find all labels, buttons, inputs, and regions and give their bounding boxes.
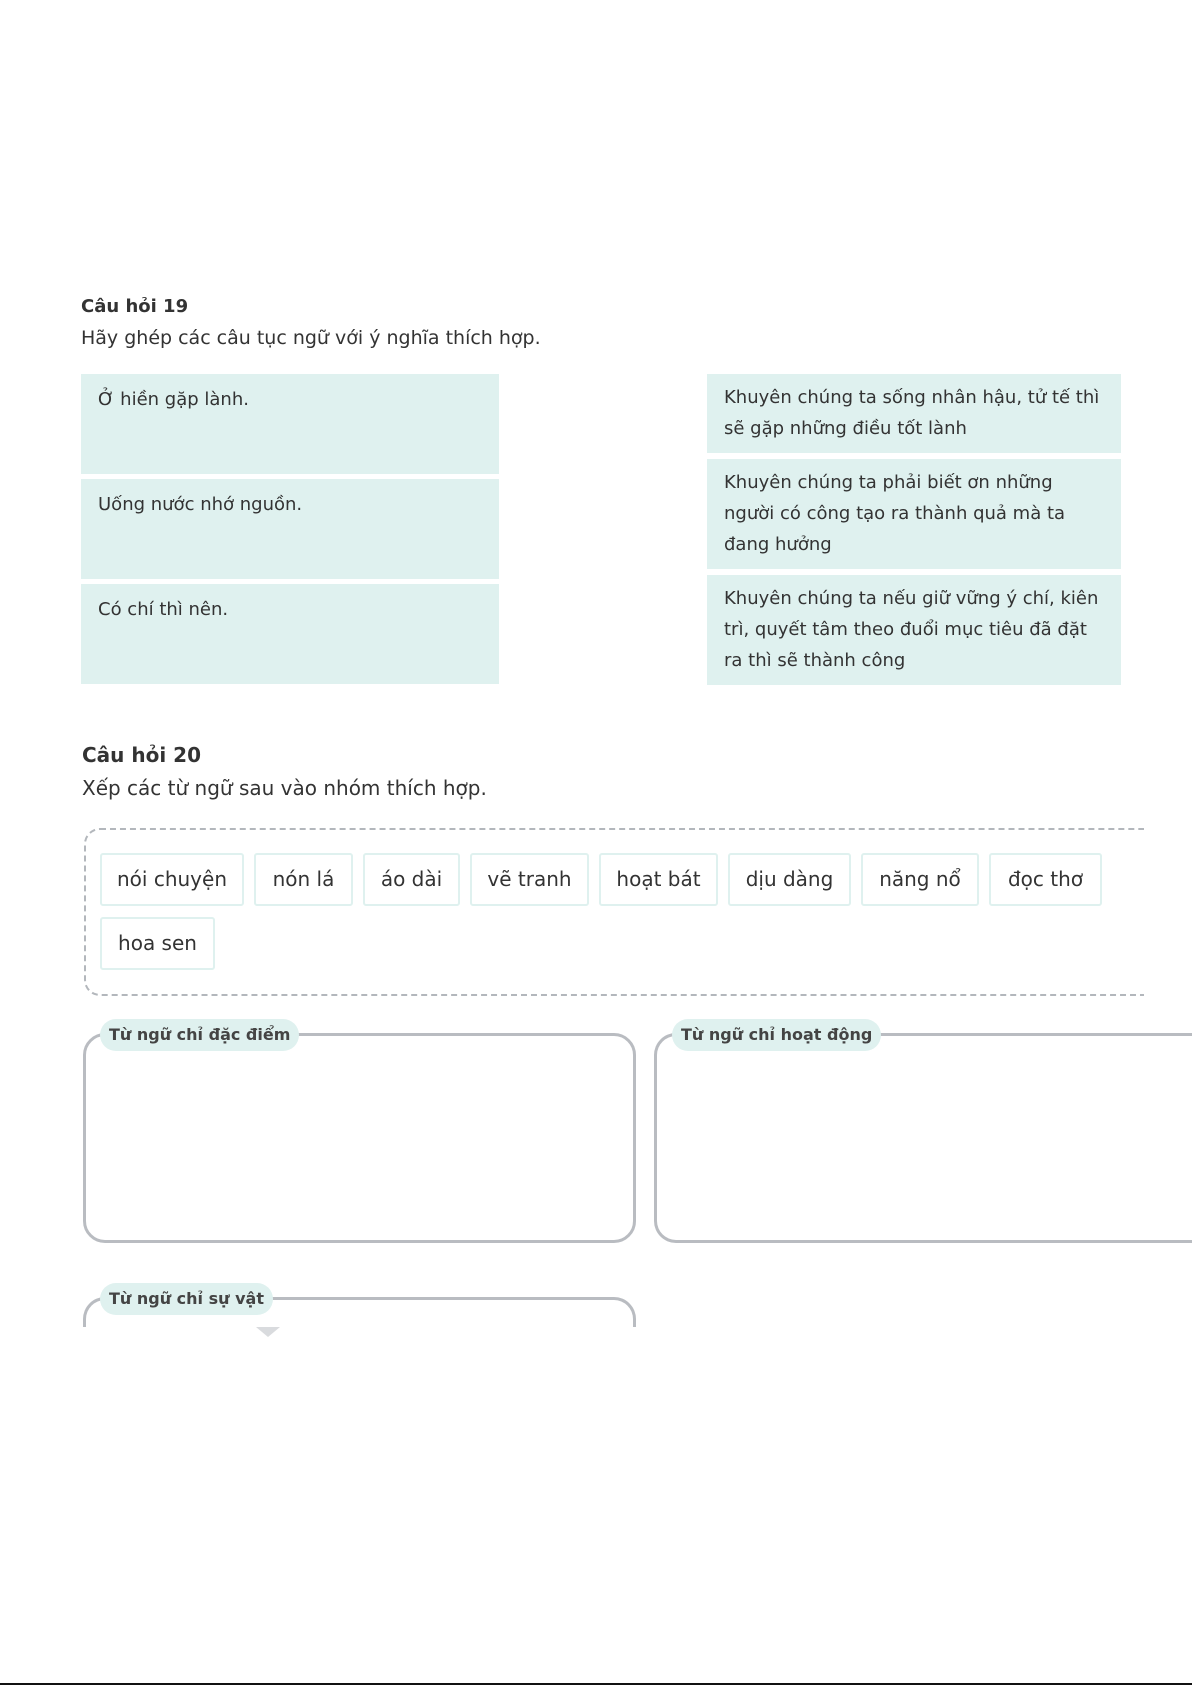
question-20-prompt: Xếp các từ ngữ sau vào nhóm thích hợp. — [82, 776, 487, 800]
scroll-caret-icon — [256, 1327, 280, 1337]
word-chip-ve-tranh[interactable]: vẽ tranh — [470, 853, 589, 906]
group-box-activities[interactable] — [654, 1033, 1192, 1243]
meaning-card-2[interactable]: Khuyên chúng ta phải biết ơn những người có công tạo ra thành quả mà ta đang hưởng — [707, 459, 1121, 569]
word-chip-hoa-sen[interactable]: hoa sen — [100, 917, 215, 970]
group-label-activities: Từ ngữ chỉ hoạt động — [672, 1019, 881, 1051]
group-box-characteristics[interactable] — [83, 1033, 636, 1243]
group-label-characteristics: Từ ngữ chỉ đặc điểm — [100, 1019, 299, 1051]
word-chip-noi-chuyen[interactable]: nói chuyện — [100, 853, 244, 906]
meaning-card-3[interactable]: Khuyên chúng ta nếu giữ vững ý chí, kiên trì, quyết tâm theo đuổi mục tiêu đã đặt ra thì sẽ thành công — [707, 575, 1121, 685]
word-chip-nang-no[interactable]: năng nổ — [861, 853, 979, 906]
word-chip-ao-dai[interactable]: áo dài — [363, 853, 460, 906]
question-20-title: Câu hỏi 20 — [82, 743, 202, 767]
question-19-prompt: Hãy ghép các câu tục ngữ với ý nghĩa thích hợp. — [81, 327, 541, 349]
word-chip-doc-tho[interactable]: đọc thơ — [989, 853, 1102, 906]
proverb-card-1[interactable]: Ở hiền gặp lành. — [81, 374, 499, 474]
question-19-title: Câu hỏi 19 — [81, 296, 189, 317]
proverb-card-2[interactable]: Uống nước nhớ nguồn. — [81, 479, 499, 579]
word-chip-hoat-bat[interactable]: hoạt bát — [599, 853, 718, 906]
proverb-card-3[interactable]: Có chí thì nên. — [81, 584, 499, 684]
word-chip-non-la[interactable]: nón lá — [254, 853, 353, 906]
word-chip-diu-dang[interactable]: dịu dàng — [728, 853, 851, 906]
group-label-things: Từ ngữ chỉ sự vật — [100, 1283, 273, 1315]
meaning-card-1[interactable]: Khuyên chúng ta sống nhân hậu, tử tế thì sẽ gặp những điều tốt lành — [707, 374, 1121, 453]
